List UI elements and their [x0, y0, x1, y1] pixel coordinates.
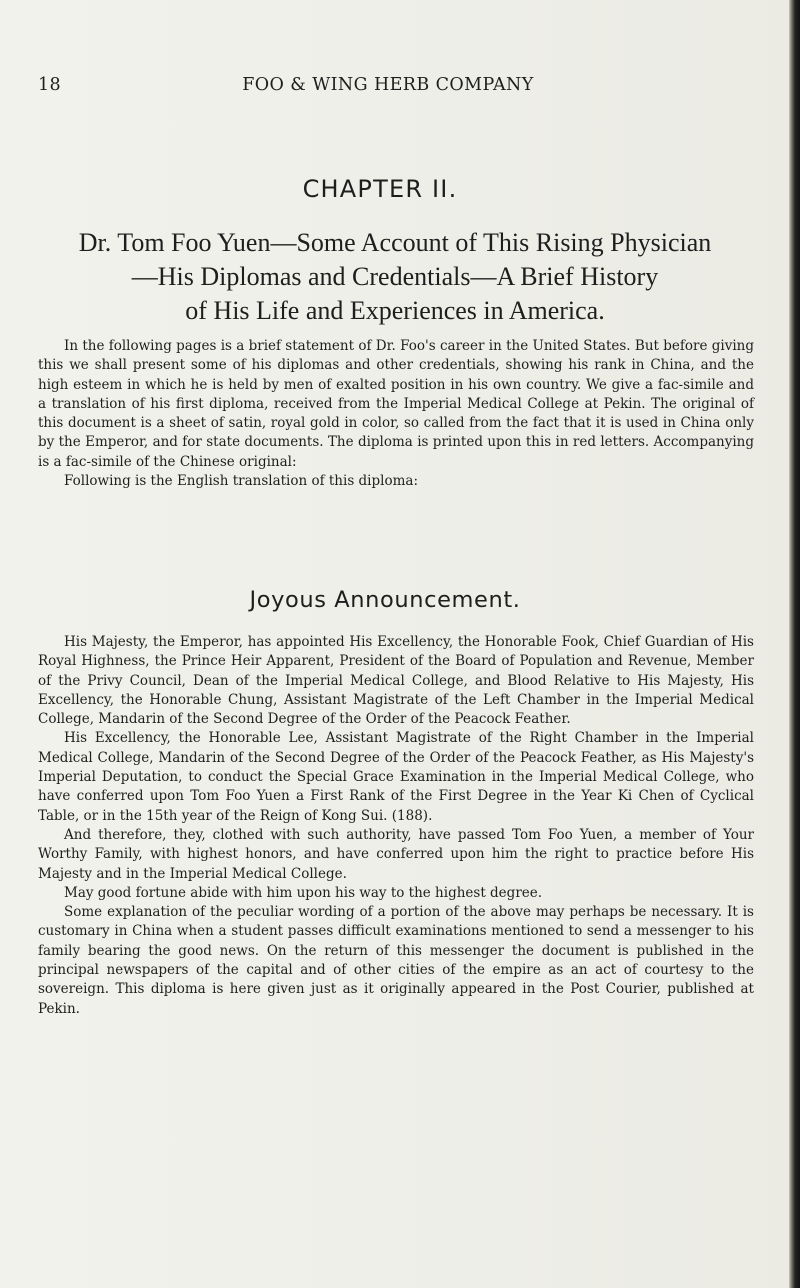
chapter-heading-line-1: Dr. Tom Foo Yuen—Some Account of This Rising Physician — [78, 228, 712, 257]
intro-paragraph-1: In the following pages is a brief statement of Dr. Foo's career in the United States. But before giving this we shall present some of his diplomas and other credentials, showing his rank in China, and the high esteem in which he is held by men of exalted position in his own country. We give a fac-simile and a translation of his first diploma, received from the Imperial Medical College at Pekin. The original of this document is a sheet of satin, royal gold in color, so called from the fact that it is used in China only by the Emperor, and for state documents. The diploma is printed upon this in red letters. Accompanying is a fac-simile of the Chinese original: — [38, 338, 754, 470]
explanation-paragraph: Some explanation of the peculiar wording of a portion of the above may perhaps be necessary. It is customary in China when a student passes difficult examinations mentioned to send a messenger to his family bearing the good news. On the return of this messenger the document is published in the principal newspapers of the capital and of other cities of the empire as an act of courtesy to the sovereign. This diploma is here given just as it originally appeared in the Post Courier, published at Pekin. — [38, 904, 754, 1017]
announcement-paragraph-1: His Majesty, the Emperor, has appointed His Excellency, the Honorable Fook, Chief Guardian of His Royal Highness, the Prince Heir Apparent, President of the Board of Population and Revenue, Member of the Privy Council, Dean of the Imperial Medical College, and Blood Relative to His Majesty, His Excellency, the Honorable Chung, Assistant Magistrate of the Left Chamber in the Imperial Medical College, Mandarin of the Second Degree of the Order of the Peacock Feather. — [38, 634, 754, 728]
chapter-heading-line-2: —His Diplomas and Credentials—A Brief History — [131, 262, 659, 291]
intro-text — [38, 337, 754, 491]
announcement-paragraph-2: His Excellency, the Honorable Lee, Assistant Magistrate of the Right Chamber in the Imperial Medical College, Mandarin of the Second Degree of the Order of the Peacock Feather, as His Majesty's Imperial Deputation, to conduct the Special Grace Examination in the Imperial Medical College, who have conferred upon Tom Foo Yuen a First Rank of the First Degree in the Year Ki Chen of Cyclical Table, or in the 15th year of the Reign of Kong Sui. (188). — [38, 730, 754, 824]
chapter-heading — [30, 226, 760, 328]
announcement-paragraph-4: May good fortune abide with him upon his way to the highest degree. — [64, 884, 543, 901]
chapter-heading-line-3: of His Life and Experiences in America. — [185, 296, 605, 325]
running-head — [38, 75, 738, 101]
announcement-text — [38, 633, 754, 1019]
running-head-title: FOO & WING HERB COMPANY — [242, 75, 534, 95]
announcement-heading: Joyous Announcement. — [249, 587, 521, 613]
page-number: 18 — [38, 75, 62, 95]
intro-paragraph-2: Following is the English translation of this diploma: — [64, 473, 418, 490]
page-edge-shadow — [789, 0, 800, 1288]
chapter-title: CHAPTER II. — [302, 175, 458, 203]
announcement-paragraph-3: And therefore, they, clothed with such authority, have passed Tom Foo Yuen, a member of Your Worthy Family, with highest honors, and have conferred upon him the right to practice before His Majesty and in the Imperial Medical College. — [38, 826, 754, 882]
